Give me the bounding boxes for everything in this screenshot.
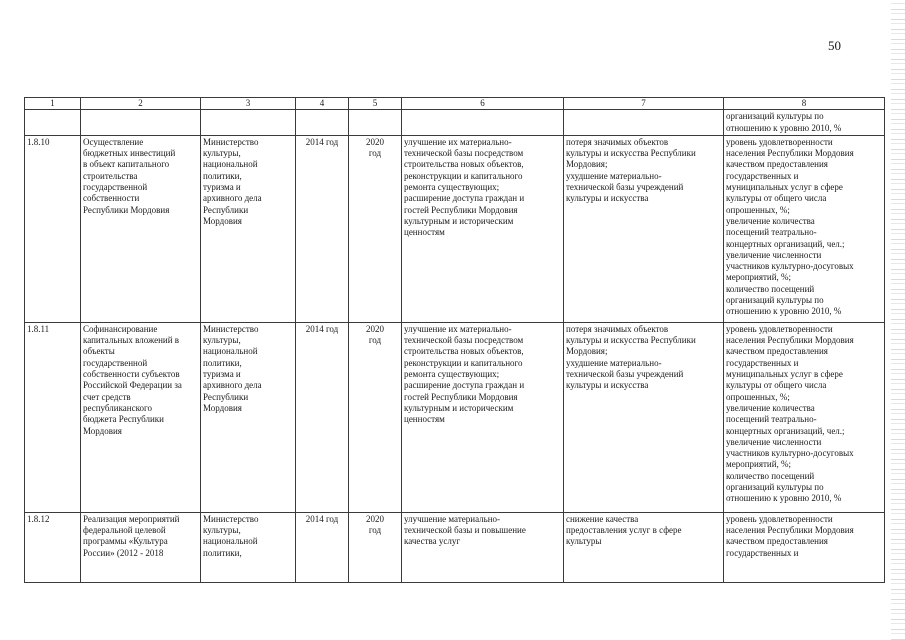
- cell-line: участников культурно-досуговых: [726, 448, 854, 459]
- cell-line: Софинансирование: [83, 323, 158, 334]
- column-number-3: 3: [201, 98, 296, 110]
- cell-line: год: [368, 335, 382, 346]
- cell-line: архивного дела: [203, 193, 262, 204]
- scan-edge-artifact: [891, 0, 905, 640]
- cell-line: Российской Федерации за: [83, 380, 182, 391]
- cell-line: культуры,: [203, 525, 241, 536]
- cell-line: Республики: [203, 391, 249, 402]
- cell-line: Мордовия: [203, 402, 242, 413]
- cell-line: технической базы учреждений: [566, 369, 684, 380]
- measure-row: [25, 512, 885, 582]
- cell-line: культуры от общего числа: [726, 380, 827, 391]
- cell-line: Министерство: [203, 323, 259, 334]
- cell-line: муниципальных услуг в сфере: [726, 369, 843, 380]
- cell-line: национальной: [203, 159, 258, 170]
- measure-row: [25, 322, 885, 512]
- cell-line: Мордовия;: [566, 159, 608, 170]
- cell-line: посещений театрально-: [726, 227, 817, 238]
- cell-line: собственности субъектов: [83, 369, 180, 380]
- cell-line: населения Республики Мордовия: [726, 148, 854, 159]
- cell-line: архивного дела: [203, 380, 262, 391]
- cell-line: технической базы учреждений: [566, 182, 684, 193]
- cell-line: национальной: [203, 536, 258, 547]
- cell-line: Мордовия;: [566, 346, 608, 357]
- consequences-cell: [564, 322, 724, 512]
- start-year-cell: 2014 год: [296, 322, 349, 512]
- cell-line: счет средств: [83, 391, 131, 402]
- cell-line: культурным и историческим: [404, 215, 514, 226]
- cell-line: муниципальных услуг в сфере: [726, 182, 843, 193]
- cell-line: России» (2012 - 2018: [83, 547, 164, 558]
- cell-line: опрошенных, %;: [726, 204, 790, 215]
- start-year-cell: 2014 год: [296, 135, 349, 322]
- cell-line: ремонта существующих;: [404, 369, 500, 380]
- cell-line: строительства новых объектов,: [404, 346, 524, 357]
- cell-line: качества услуг: [404, 536, 461, 547]
- cell-line: государственных и: [726, 357, 799, 368]
- cell-line: отношению к уровню 2010, %: [726, 493, 842, 504]
- measure-id-cell: 1.8.12: [25, 512, 81, 582]
- cell-line: культуры,: [203, 335, 241, 346]
- end-year-cell: [349, 512, 402, 582]
- cell-line: объекты: [83, 346, 115, 357]
- cell-line: в объект капитального: [83, 159, 170, 170]
- cell-line: потеря значимых объектов: [566, 136, 669, 147]
- cell-line: культурным и историческим: [404, 402, 514, 413]
- end-year-cell: [349, 322, 402, 512]
- cell-line: качеством предоставления: [726, 159, 828, 170]
- measure-id-cell: 1.8.10: [25, 135, 81, 322]
- cell-line: качеством предоставления: [726, 536, 828, 547]
- cell-line: культуры от общего числа: [726, 193, 827, 204]
- cell-line: государственных и: [726, 170, 799, 181]
- cell-line: культуры и искусства Республики: [566, 335, 696, 346]
- cell-line: концертных организаций, чел.;: [726, 238, 845, 249]
- column-number-4: 4: [296, 98, 349, 110]
- cell-line: организаций культуры по: [726, 295, 824, 306]
- cell-line: культуры и искусства: [566, 193, 649, 204]
- column-number-2: 2: [81, 98, 201, 110]
- cell-line: качеством предоставления: [726, 346, 828, 357]
- cell-line: строительства новых объектов,: [404, 159, 524, 170]
- cell-line: населения Республики Мордовия: [726, 335, 854, 346]
- cell-line: гостей Республики Мордовия: [404, 391, 518, 402]
- cell-line: мероприятий, %;: [726, 459, 792, 470]
- cell-line: Республики: [203, 204, 249, 215]
- cell-line: бюджетных инвестиций: [83, 148, 176, 159]
- cell-line: ремонта существующих;: [404, 182, 500, 193]
- consequences-cell: [564, 135, 724, 322]
- column-number-row: [25, 98, 885, 110]
- cell-line: технической базы посредством: [404, 148, 524, 159]
- cell-line: увеличение численности: [726, 249, 822, 260]
- start-year-cell: 2014 год: [296, 512, 349, 582]
- cell-line: посещений театрально-: [726, 414, 817, 425]
- cell-line: ценностям: [404, 227, 445, 238]
- measure-name-cell: [81, 135, 201, 322]
- cell-line: 2020: [366, 323, 384, 334]
- cell-line: политики,: [203, 357, 242, 368]
- cell-line: реконструкции и капитального: [404, 357, 523, 368]
- cell-line: мероприятий, %;: [726, 272, 792, 283]
- cell-line: культуры: [566, 536, 602, 547]
- cell-line: уровень удовлетворенности: [726, 513, 833, 524]
- cell-line: государственных и: [726, 547, 799, 558]
- cell-line: гостей Республики Мордовия: [404, 204, 518, 215]
- cell-line: увеличение количества: [726, 215, 815, 226]
- cell-line: бюджета Республики: [83, 414, 164, 425]
- executor-cell: [201, 512, 296, 582]
- cell-line: Осуществление: [83, 136, 144, 147]
- cell-line: опрошенных, %;: [726, 391, 790, 402]
- column-number-5: 5: [349, 98, 402, 110]
- cell-line: культуры и искусства: [566, 380, 649, 391]
- column-number-8: 8: [724, 98, 885, 110]
- indicators-cell: [724, 135, 885, 322]
- expected-result-cell: [402, 135, 564, 322]
- consequences-cell: [564, 512, 724, 582]
- cell-line: улучшение их материально-: [404, 136, 512, 147]
- cell-line: туризма и: [203, 369, 241, 380]
- column-number-7: 7: [564, 98, 724, 110]
- cell-line: государственной: [83, 182, 148, 193]
- cell-line: культуры,: [203, 148, 241, 159]
- cell-line: 2020: [366, 513, 384, 524]
- cell-line: организаций культуры по: [726, 111, 824, 122]
- cell-line: капитальных вложений в: [83, 335, 180, 346]
- cell-line: ухудшение материально-: [566, 170, 662, 181]
- cell-line: политики,: [203, 170, 242, 181]
- cell-line: расширение доступа граждан и: [404, 193, 525, 204]
- cell-line: технической базы и повышение: [404, 525, 526, 536]
- measure-id-cell: 1.8.11: [25, 322, 81, 512]
- executor-cell: [201, 322, 296, 512]
- continuation-row: [25, 110, 885, 136]
- indicators-cell: [724, 512, 885, 582]
- cell-line: национальной: [203, 346, 258, 357]
- end-year-cell: [349, 135, 402, 322]
- cell-line: год: [368, 525, 382, 536]
- cell-line: улучшение их материально-: [404, 323, 512, 334]
- cell-line: расширение доступа граждан и: [404, 380, 525, 391]
- cell-line: государственной: [83, 357, 148, 368]
- cell-line: республиканского: [83, 402, 152, 413]
- measures-table: [24, 97, 885, 583]
- cell-line: Реализация мероприятий: [83, 513, 180, 524]
- cell-line: собственности: [83, 193, 140, 204]
- cell-line: участников культурно-досуговых: [726, 261, 854, 272]
- continuation-indicators: [724, 110, 885, 136]
- cell-line: технической базы посредством: [404, 335, 524, 346]
- page-number: 50: [828, 38, 841, 53]
- cell-line: предоставления услуг в сфере: [566, 525, 682, 536]
- expected-result-cell: [402, 512, 564, 582]
- cell-line: уровень удовлетворенности: [726, 136, 833, 147]
- cell-line: уровень удовлетворенности: [726, 323, 833, 334]
- cell-line: улучшение материально-: [404, 513, 501, 524]
- cell-line: концертных организаций, чел.;: [726, 425, 845, 436]
- expected-result-cell: [402, 322, 564, 512]
- measure-name-cell: [81, 512, 201, 582]
- cell-line: организаций культуры по: [726, 482, 824, 493]
- cell-line: политики,: [203, 547, 242, 558]
- cell-line: культуры и искусства Республики: [566, 148, 696, 159]
- cell-line: Мордовия: [83, 425, 122, 436]
- cell-line: строительства: [83, 170, 138, 181]
- executor-cell: [201, 135, 296, 322]
- cell-line: снижение качества: [566, 513, 639, 524]
- cell-line: федеральной целевой: [83, 525, 166, 536]
- column-number-6: 6: [402, 98, 564, 110]
- cell-line: количество посещений: [726, 470, 815, 481]
- cell-line: Мордовия: [203, 215, 242, 226]
- cell-line: увеличение количества: [726, 402, 815, 413]
- measure-row: [25, 135, 885, 322]
- cell-line: реконструкции и капитального: [404, 170, 523, 181]
- cell-line: Министерство: [203, 136, 259, 147]
- cell-line: отношению к уровню 2010, %: [726, 122, 842, 133]
- measure-name-cell: [81, 322, 201, 512]
- cell-line: населения Республики Мордовия: [726, 525, 854, 536]
- cell-line: увеличение численности: [726, 436, 822, 447]
- cell-line: Республики Мордовия: [83, 204, 170, 215]
- cell-line: количество посещений: [726, 283, 815, 294]
- cell-line: программы «Культура: [83, 536, 168, 547]
- column-number-1: 1: [25, 98, 81, 110]
- indicators-cell: [724, 322, 885, 512]
- cell-line: Министерство: [203, 513, 259, 524]
- cell-line: 2020: [366, 136, 384, 147]
- cell-line: отношению к уровню 2010, %: [726, 306, 842, 317]
- cell-line: туризма и: [203, 182, 241, 193]
- cell-line: ухудшение материально-: [566, 357, 662, 368]
- cell-line: потеря значимых объектов: [566, 323, 669, 334]
- cell-line: год: [368, 148, 382, 159]
- cell-line: ценностям: [404, 414, 445, 425]
